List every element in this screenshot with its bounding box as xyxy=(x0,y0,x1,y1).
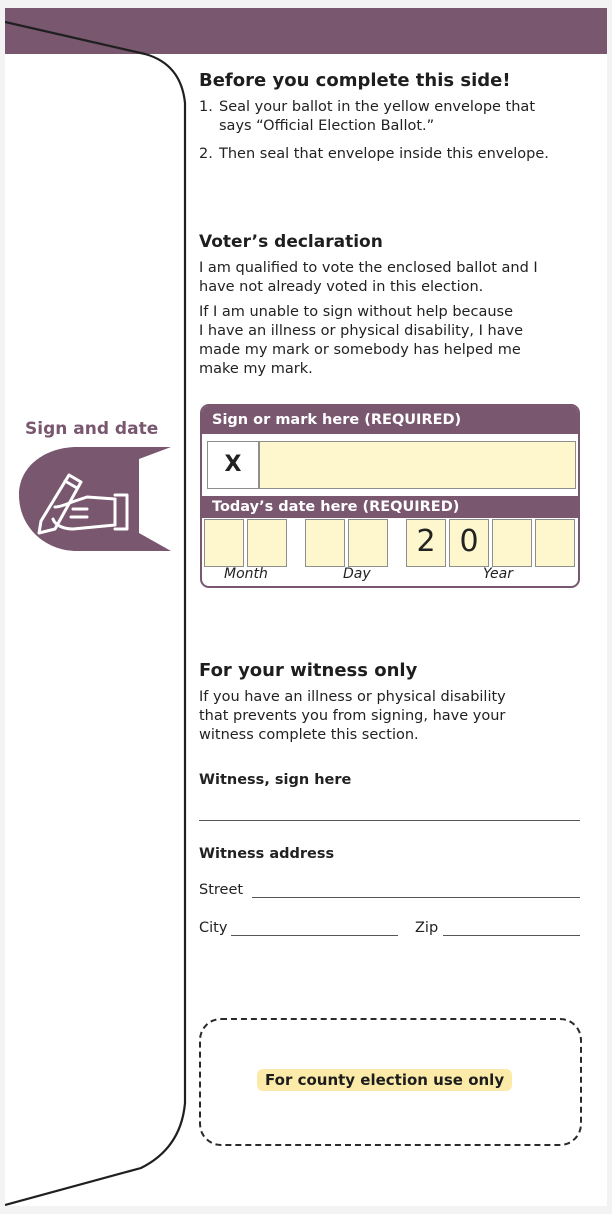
county-use-label: For county election use only xyxy=(257,1069,512,1091)
witness-sign-label: Witness, sign here xyxy=(199,772,352,788)
step-2-text: Then seal that envelope inside this envelope. xyxy=(219,146,549,162)
year-label: Year xyxy=(483,566,513,582)
city-label: City xyxy=(199,920,228,936)
sign-header: Sign or mark here (REQUIRED) xyxy=(202,406,578,434)
signature-field[interactable] xyxy=(259,441,576,489)
date-header: Today’s date here (REQUIRED) xyxy=(202,496,578,518)
declaration-line: I am qualified to vote the enclosed ballot and I xyxy=(199,260,538,276)
year-digit-1: 2 xyxy=(406,519,446,567)
sign-and-date-label: Sign and date xyxy=(25,419,159,439)
street-label: Street xyxy=(199,882,244,898)
witness-title: For your witness only xyxy=(199,660,418,681)
zip-field[interactable] xyxy=(443,935,580,936)
before-title: Before you complete this side! xyxy=(199,70,511,91)
declaration-line: have not already voted in this election. xyxy=(199,279,484,295)
declaration-line: I have an illness or physical disability, I have xyxy=(199,323,524,339)
witness-line: If you have an illness or physical disability xyxy=(199,689,506,705)
declaration-line: make my mark. xyxy=(199,361,313,377)
day-digit-2[interactable] xyxy=(348,519,388,567)
step-1-line-2: says “Official Election Ballot.” xyxy=(219,118,435,134)
signing-hand-icon xyxy=(15,445,175,555)
step-2-number: 2. xyxy=(199,146,213,162)
month-digit-2[interactable] xyxy=(247,519,287,567)
year-digit-2: 0 xyxy=(449,519,489,567)
witness-line: that prevents you from signing, have your xyxy=(199,708,506,724)
zip-label: Zip xyxy=(415,920,439,936)
year-digit-4[interactable] xyxy=(535,519,575,567)
envelope-page xyxy=(5,8,607,1206)
witness-line: witness complete this section. xyxy=(199,727,419,743)
street-field[interactable] xyxy=(252,897,580,898)
top-color-bar xyxy=(5,8,607,54)
signature-date-box xyxy=(200,404,580,588)
witness-signature-line[interactable] xyxy=(199,820,580,821)
declaration-line: made my mark or somebody has helped me xyxy=(199,342,521,358)
step-1-line-1: Seal your ballot in the yellow envelope that xyxy=(219,99,535,115)
city-field[interactable] xyxy=(231,935,398,936)
month-digit-1[interactable] xyxy=(204,519,244,567)
x-mark-cell: X xyxy=(207,441,259,489)
witness-address-label: Witness address xyxy=(199,846,335,862)
declaration-line: If I am unable to sign without help because xyxy=(199,304,513,320)
declaration-title: Voter’s declaration xyxy=(199,232,383,252)
month-label: Month xyxy=(224,566,268,582)
year-digit-3[interactable] xyxy=(492,519,532,567)
step-1-number: 1. xyxy=(199,99,213,115)
day-label: Day xyxy=(343,566,371,582)
day-digit-1[interactable] xyxy=(305,519,345,567)
